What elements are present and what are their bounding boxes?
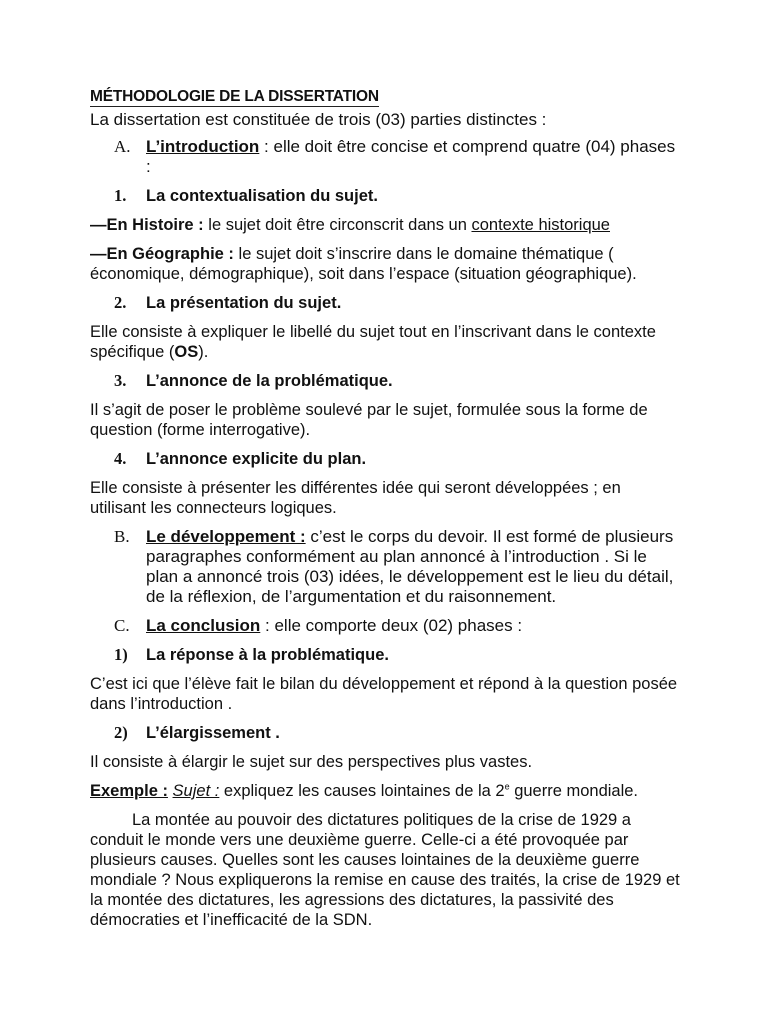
item-4-mark: 4. [114, 449, 127, 468]
histoire-text: le sujet doit être circonscrit dans un [203, 216, 472, 234]
exemple-label: Exemple : [90, 782, 168, 800]
item-1-mark: 1. [114, 186, 127, 205]
conclusion-item-2-mark: 2) [114, 723, 128, 742]
conclusion-item-1 [90, 645, 680, 665]
paragraph-c1: C’est ici que l’élève fait le bilan du développement et répond à la question posée dans l’introduction . [90, 675, 678, 713]
intro-line: La dissertation est constituée de trois (03) parties distinctes : [90, 110, 547, 129]
paragraph-4: Elle consiste à présenter les différentes idée qui seront développées ; en utilisant les connecteurs logiques. [90, 479, 621, 517]
section-c [90, 616, 680, 636]
exemple-sujet: Sujet : [172, 782, 220, 800]
item-2 [90, 293, 680, 313]
item-1 [90, 186, 680, 206]
section-b-heading: Le développement : [146, 527, 306, 546]
exemple-paragraph: La montée au pouvoir des dictatures politiques de la crise de 1929 a conduit le monde vers une deuxième guerre. Celle-ci a été provoquée par plusieurs causes. Quelles sont les causes lointaines de la deuxième guerre mondiale ? Nous expliquerons la remise en cause des traités, la crise de 1929 et la montée des dictatures, les agressions des dictatures, la passivité des démocraties et l’inefficacité de la SDN. [90, 811, 680, 929]
exemple-text: expliquez les causes lointaines de la 2 [219, 782, 505, 800]
histoire-lead: —En Histoire : [90, 216, 204, 234]
item-4 [90, 449, 680, 469]
item-1-label: La contextualisation du sujet. [146, 187, 378, 205]
conclusion-item-2-label: L’élargissement . [146, 724, 280, 742]
paragraph-2-bold: OS [174, 343, 199, 361]
paragraph-c2: Il consiste à élargir le sujet sur des perspectives plus vastes. [90, 753, 533, 771]
item-2-mark: 2. [114, 293, 127, 312]
section-a [90, 137, 680, 177]
histoire-line [90, 215, 680, 235]
section-c-mark: C. [114, 616, 130, 635]
section-a-text: : elle doit être concise et comprend quatre (04) phases : [146, 137, 676, 176]
section-c-heading: La conclusion [146, 616, 261, 635]
section-b-mark: B. [114, 527, 130, 546]
paragraph-2 [90, 322, 680, 362]
conclusion-item-1-label: La réponse à la problématique. [146, 646, 389, 664]
item-2-label: La présentation du sujet. [146, 294, 342, 312]
conclusion-item-1-mark: 1) [114, 645, 128, 664]
section-c-text: : elle comporte deux (02) phases : [260, 616, 523, 635]
section-b [90, 527, 680, 607]
paragraph-2-text: Elle consiste à expliquer le libellé du sujet tout en l’inscrivant dans le contexte spécifique ( [90, 323, 656, 361]
page-title: MÉTHODOLOGIE DE LA DISSERTATION [90, 88, 379, 105]
conclusion-item-2 [90, 723, 680, 743]
exemple-line [90, 781, 680, 801]
item-4-label: L’annonce explicite du plan. [146, 450, 367, 468]
item-3-mark: 3. [114, 371, 127, 390]
item-3-label: L’annonce de la problématique. [146, 372, 393, 390]
exemple-sup: e [504, 781, 510, 792]
document-page [90, 88, 680, 930]
item-3 [90, 371, 680, 391]
geographie-lead: —En Géographie : [90, 245, 234, 263]
paragraph-2-end: ). [198, 343, 209, 361]
geographie-line [90, 244, 680, 284]
geographie-text: le sujet doit s’inscrire dans le domaine thématique ( économique, démographique), soit dans l’espace (situation géographique). [90, 245, 637, 283]
section-a-mark: A. [114, 137, 131, 156]
histoire-underlined: contexte historique [471, 216, 610, 234]
section-a-heading: L’introduction [146, 137, 260, 156]
section-b-text: c’est le corps du devoir. Il est formé de plusieurs paragraphes conformément au plan annoncé à l’introduction . Si le plan a annoncé trois (03) idées, le développement est le lieu du détail, de la réflexion, de l’argumentation et du raisonnement. [146, 527, 674, 606]
paragraph-3: Il s’agit de poser le problème soulevé par le sujet, formulée sous la forme de question (forme interrogative). [90, 401, 648, 439]
exemple-end: guerre mondiale. [509, 782, 639, 800]
